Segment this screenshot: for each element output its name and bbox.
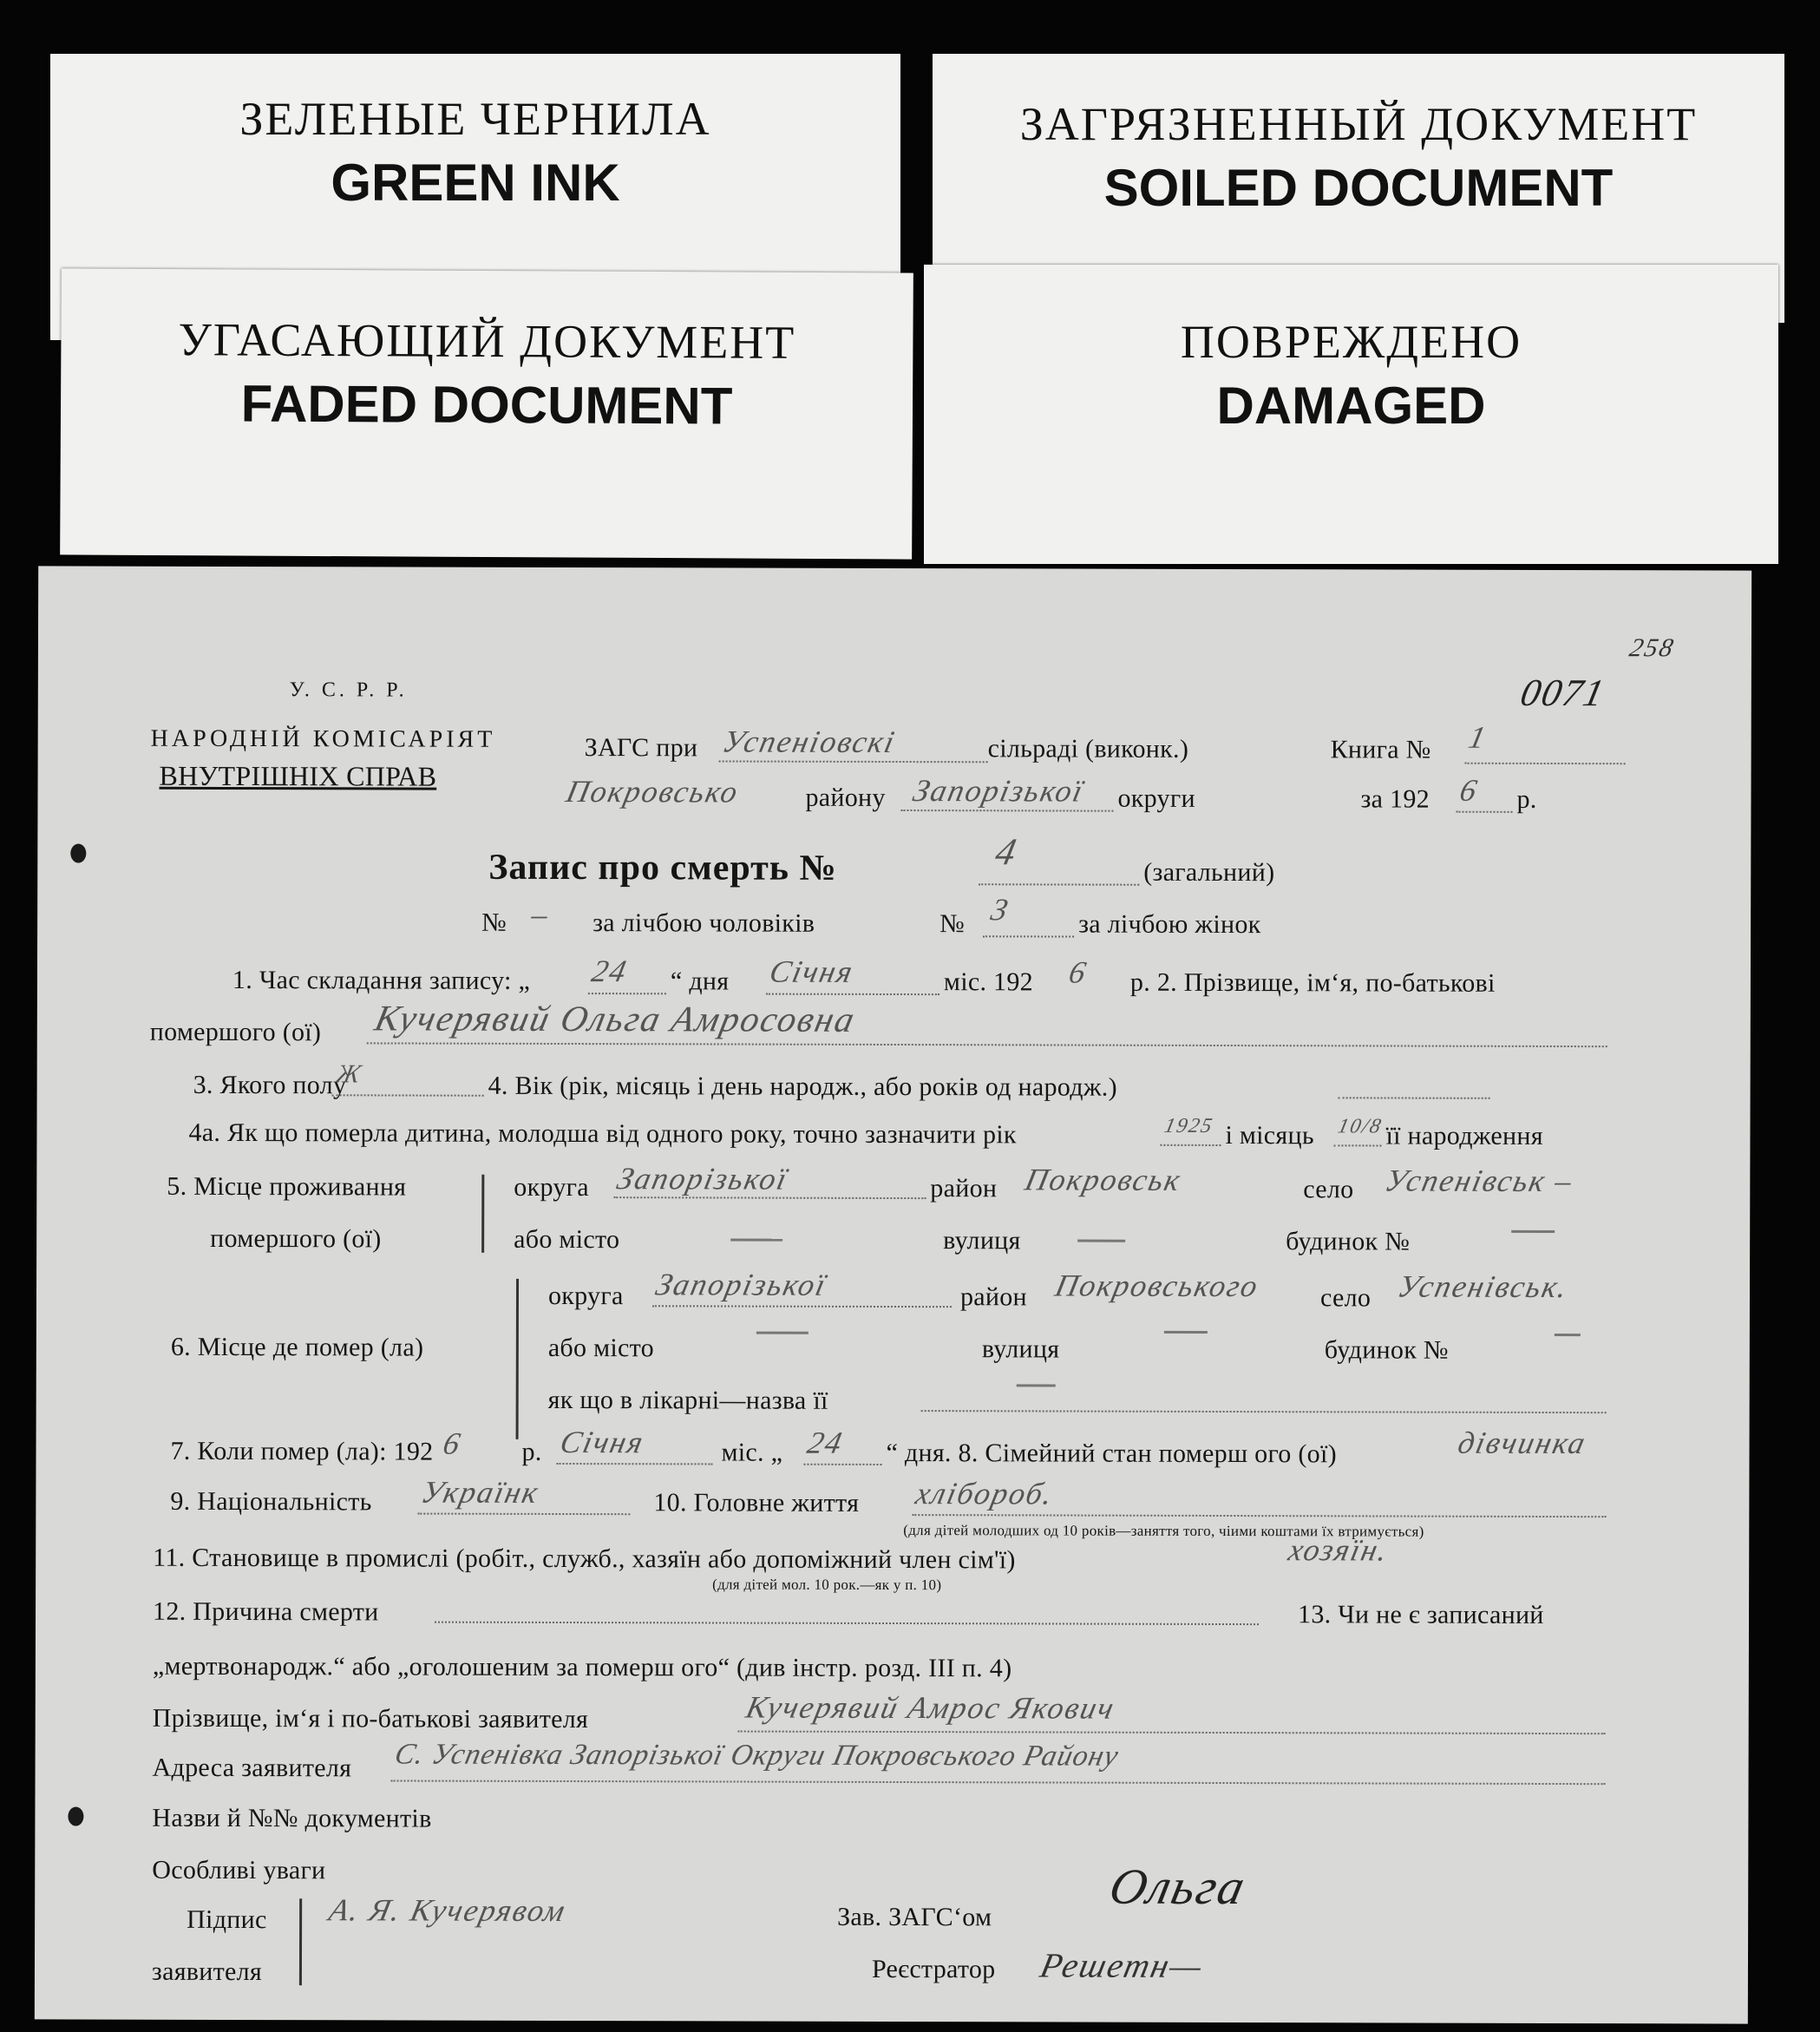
card-en-text: DAMAGED	[1216, 377, 1486, 435]
head-signature: Ольга	[1104, 1858, 1252, 1916]
dash-mark	[756, 1332, 809, 1334]
f1-rest: р. 2. Прізвище, ім‘я, по-батькові	[1129, 967, 1496, 998]
dotted-line	[1333, 1144, 1381, 1146]
year-suffix: р.	[1516, 784, 1537, 814]
sign-label-2: заявителя	[151, 1957, 263, 1987]
dotted-line	[367, 1042, 1607, 1047]
corner-number: 258	[1627, 633, 1678, 663]
f6-raion: район	[959, 1282, 1027, 1312]
dotted-line	[900, 810, 1113, 812]
republic-label: У. С. Р. Р.	[289, 678, 408, 702]
commissariat-line1: НАРОДНІЙ КОМІСАРІЯТ	[150, 724, 496, 753]
f11-value: хозяїн.	[1285, 1532, 1392, 1568]
dotted-line	[588, 993, 666, 994]
label-card-faded-document	[60, 268, 913, 559]
f1-year-label: міс. 192	[943, 967, 1034, 997]
f6-likarnia: як що в лікарні—назва її	[547, 1385, 828, 1415]
f13-line2: „мертвонародж.“ або „оголошеним за померш ого“ (див інстр. розд. III п. 4)	[152, 1651, 1012, 1683]
registrar-signature: Решетн—	[1037, 1945, 1208, 1985]
f7-day: 24	[804, 1425, 847, 1460]
card-ru-text: ЗАГРЯЗНЕННЫЙ ДОКУМЕНТ	[1019, 98, 1698, 150]
f7-rest: “ дня. 8. Сімейний стан померш ого (ої)	[886, 1438, 1337, 1469]
f9-label: 9. Національність	[170, 1486, 372, 1517]
f6-raion-value: Покровського	[1051, 1268, 1263, 1304]
dotted-line	[391, 1780, 1606, 1785]
men-no: №	[481, 908, 507, 937]
dotted-line	[803, 1464, 881, 1465]
label-card-damaged	[924, 265, 1778, 564]
f7-mis: міс. „	[721, 1438, 783, 1467]
f5-label-2: помершого (ої)	[210, 1223, 382, 1254]
applicant-value: Кучерявий Амрос Якович	[743, 1689, 1119, 1726]
f5-okrug-value: Запорізької	[614, 1161, 792, 1196]
okrug-value: Запорізької	[910, 773, 1088, 809]
card-en-text: FADED DOCUMENT	[240, 374, 733, 436]
dotted-line	[766, 993, 939, 996]
death-record-form	[35, 566, 1751, 2023]
card-ru-text: ПОВРЕЖДЕНО	[1180, 316, 1522, 368]
dotted-line	[719, 760, 988, 763]
f7-r: р.	[521, 1437, 542, 1466]
applicant-label: Прізвище, ім‘я і по-батькові заявителя	[152, 1703, 589, 1734]
registrar-label: Реєстратор	[871, 1954, 996, 1984]
okrug-label: округи	[1117, 783, 1195, 813]
f4a-suffix: її народження	[1385, 1121, 1543, 1150]
f11-label: 11. Становище в промислі (робіт., служб., хазяїн або допоміжний член сім'ї)	[153, 1543, 1016, 1575]
f5-budynok: будинок №	[1286, 1227, 1411, 1256]
address-label: Адреса заявителя	[152, 1753, 352, 1783]
year-value: 6	[1457, 772, 1482, 808]
f6-label: 6. Місце де помер (ла)	[170, 1332, 424, 1362]
f5-raion-value: Покровськ	[1022, 1162, 1185, 1197]
f4a-year: 1925	[1162, 1114, 1216, 1137]
f6-okrug-value: Запорізької	[652, 1267, 831, 1302]
card-en-text: SOILED DOCUMENT	[1103, 159, 1614, 217]
bracket	[299, 1898, 302, 1985]
f4a-month: 10/8	[1335, 1115, 1385, 1138]
f1-mid: “ дня	[670, 967, 730, 996]
f10-note: (для дітей молодших од 10 років—заняття того, чіими коштами їх втримується)	[903, 1522, 1424, 1540]
dash-mark	[1077, 1240, 1125, 1242]
dash-mark	[1017, 1384, 1056, 1386]
f1-month: Січня	[766, 954, 858, 989]
card-ru-text: ЗЕЛЕНЫЕ ЧЕРНИЛА	[239, 93, 711, 145]
district-value: Покровсько	[563, 774, 743, 810]
bracket	[481, 1175, 484, 1253]
f3-value: Ж	[333, 1059, 365, 1089]
women-no: №	[939, 909, 966, 939]
f6-budynok: будинок №	[1324, 1335, 1449, 1365]
dotted-line	[1465, 763, 1626, 764]
f7-month: Січня	[557, 1425, 648, 1460]
documents-label: Назви й №№ документів	[152, 1803, 432, 1833]
f7-label: 7. Коли помер (ла): 192	[170, 1436, 434, 1466]
f10-value: хлібороб.	[913, 1476, 1057, 1511]
dotted-line	[979, 883, 1139, 885]
f5-raion: район	[930, 1174, 998, 1203]
f6-okrug: округа	[547, 1281, 624, 1311]
dotted-line	[613, 1196, 926, 1199]
commissariat-line2: ВНУТРІШНІХ СПРАВ	[159, 759, 437, 792]
f4-label: 4. Вік (рік, місяць і день народж., або років од народж.)	[488, 1071, 1117, 1102]
record-number: 4	[992, 830, 1022, 874]
district-label: району	[805, 783, 886, 812]
dotted-line	[912, 1514, 1606, 1517]
dash-mark	[730, 1239, 782, 1242]
men-label: за лічбою чоловіків	[592, 908, 815, 938]
dotted-line	[332, 1094, 484, 1096]
men-count: –	[527, 896, 553, 932]
f5-selo: село	[1303, 1175, 1354, 1204]
notes-label: Особливі уваги	[152, 1855, 326, 1885]
year-prefix: за 192	[1360, 784, 1430, 814]
address-value: С. Успенівка Запорізької Округи Покровського Району	[391, 1738, 1123, 1773]
book-value: 1	[1465, 719, 1490, 755]
f8-value: дівчинка	[1455, 1425, 1590, 1461]
f6-misto: або місто	[547, 1333, 655, 1363]
dotted-line	[417, 1513, 630, 1516]
f6-selo-value: Успенівськ.	[1394, 1268, 1573, 1305]
women-count: 3	[987, 892, 1013, 928]
f6-selo: село	[1319, 1283, 1372, 1313]
card-ru-text: УГАСАЮЩИЙ ДОКУМЕНТ	[178, 313, 796, 369]
zags-value: Успеніовскі	[719, 724, 900, 759]
card-en-text: GREEN INK	[331, 154, 620, 212]
dotted-line	[652, 1305, 952, 1308]
f4a-label: 4а. Як що померла дитина, молодша від одного року, точно зазначити рік	[188, 1118, 1017, 1150]
corner-mark: 0071	[1516, 671, 1610, 715]
dotted-line	[983, 935, 1074, 937]
bracket	[516, 1279, 519, 1439]
record-suffix: (загальний)	[1143, 857, 1275, 888]
sign-label-1: Підпис	[187, 1904, 267, 1935]
head-label: Зав. ЗАГС‘ом	[837, 1902, 992, 1932]
f3-label: 3. Якого полу	[193, 1070, 347, 1100]
f1-label: 1. Час складання запису: „	[232, 966, 531, 995]
dotted-line	[435, 1622, 1259, 1625]
punch-hole	[70, 844, 86, 863]
dash-mark	[1164, 1331, 1208, 1334]
f13-label: 13. Чи не є записаний	[1297, 1600, 1544, 1629]
record-title: Запис про смерть №	[488, 847, 837, 888]
f11-note: (для дітей мол. 10 рок.—як у п. 10)	[712, 1576, 942, 1594]
dotted-line	[1160, 1144, 1221, 1146]
women-label: за лічбою жінок	[1078, 909, 1261, 940]
punch-hole	[68, 1807, 83, 1826]
f5-label-1: 5. Місце проживання	[167, 1171, 407, 1202]
f5-okrug: округа	[514, 1172, 589, 1203]
f5-selo-value: Успенівськ –	[1382, 1163, 1577, 1199]
f2-label: помершого (ої)	[149, 1017, 322, 1047]
dotted-line	[738, 1731, 1606, 1735]
book-label: Книга №	[1330, 735, 1431, 764]
f9-value: Українк	[418, 1474, 543, 1510]
applicant-signature: А. Я. Кучерявом	[325, 1892, 570, 1929]
f1-day: 24	[588, 954, 632, 989]
f10-label: 10. Головне життя	[653, 1488, 860, 1517]
dotted-line	[921, 1410, 1607, 1413]
dash-mark	[1511, 1230, 1555, 1233]
f5-misto: або місто	[514, 1224, 620, 1255]
f4a-mid: і місяць	[1225, 1121, 1314, 1150]
dash-mark	[1555, 1334, 1581, 1336]
f6-vulytsia: вулиця	[981, 1334, 1060, 1364]
f1-year: 6	[1065, 954, 1091, 990]
zags-prefix: ЗАГС при	[584, 733, 698, 763]
council-label: сільраді (виконк.)	[987, 734, 1189, 764]
f12-label: 12. Причина смерти	[152, 1596, 379, 1627]
f2-value: Кучерявий Ольга Амросовна	[370, 999, 860, 1040]
dotted-line	[1339, 1097, 1490, 1098]
dotted-line	[1456, 811, 1512, 813]
f7-year: 6	[440, 1426, 465, 1461]
dotted-line	[556, 1463, 712, 1465]
f5-vulytsia: вулиця	[943, 1226, 1021, 1255]
